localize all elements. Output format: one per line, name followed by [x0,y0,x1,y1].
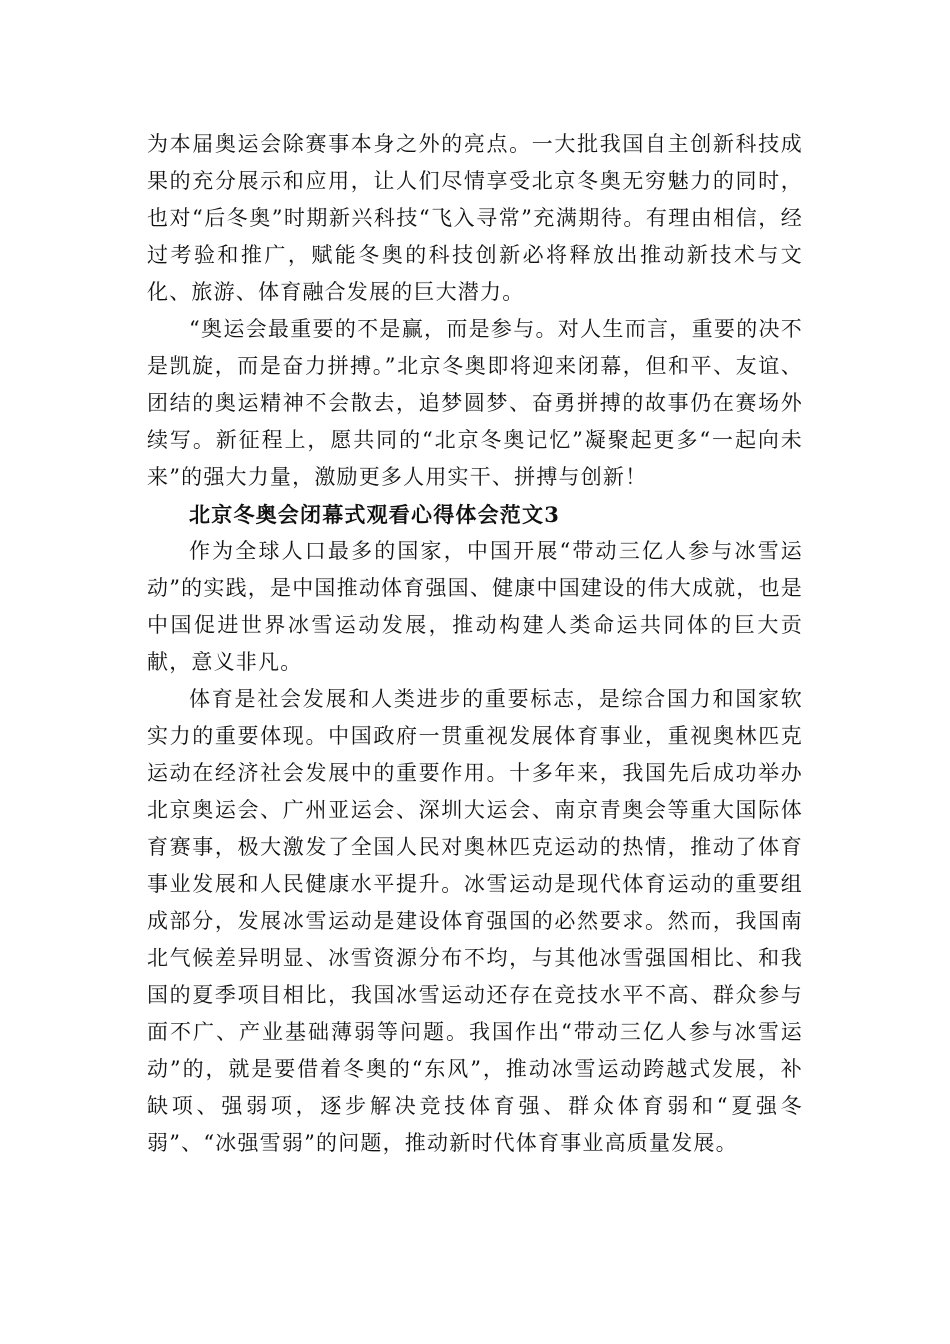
paragraph-4: 体育是社会发展和人类进步的重要标志，是综合国力和国家软实力的重要体现。中国政府一贯重视发展体育事业，重视奥林匹克运动在经济社会发展中的重要作用。十多年来，我国先后成功举办北京奥运会、广州亚运会、深圳大运会、南京青奥会等重大国际体育赛事，极大激发了全国人民对奥林匹克运动的热情，推动了体育事业发展和人民健康水平提升。冰雪运动是现代体育运动的重要组成部分，发展冰雪运动是建设体育强国的必然要求。然而，我国南北气候差异明显、冰雪资源分布不均，与其他冰雪强国相比、和我国的夏季项目相比，我国冰雪运动还存在竞技水平不高、群众参与面不广、产业基础薄弱等问题。我国作出“带动三亿人参与冰雪运动”的，就是要借着冬奥的“东风”，推动冰雪运动跨越式发展，补缺项、强弱项，逐步解决竞技体育强、群众体育弱和“夏强冬弱”、“冰强雪弱”的问题，推动新时代体育事业高质量发展。 [147,687,803,1155]
article-body [147,126,803,1162]
paragraph-1: 为本届奥运会除赛事本身之外的亮点。一大批我国自主创新科技成果的充分展示和应用，让人们尽情享受北京冬奥无穷魅力的同时，也对“后冬奥”时期新兴科技“飞入寻常”充满期待。有理由相信，经过考验和推广，赋能冬奥的科技创新必将释放出推动新技术与文化、旅游、体育融合发展的巨大潜力。 [147,132,803,304]
paragraph-3: 作为全球人口最多的国家，中国开展“带动三亿人参与冰雪运动”的实践，是中国推动体育强国、健康中国建设的伟大成就，也是中国促进世界冰雪运动发展，推动构建人类命运共同体的巨大贡献，意义非凡。 [147,539,803,674]
paragraph-2: “奥运会最重要的不是赢，而是参与。对人生而言，重要的决不是凯旋，而是奋力拼搏。”北京冬奥即将迎来闭幕，但和平、友谊、团结的奥运精神不会散去，追梦圆梦、奋勇拼搏的故事仍在赛场外续写。新征程上，愿共同的“北京冬奥记忆”凝聚起更多“一起向未来”的强大力量，激励更多人用实干、拼搏与创新！ [147,317,803,489]
section-heading: 北京冬奥会闭幕式观看心得体会范文3 [189,502,561,527]
